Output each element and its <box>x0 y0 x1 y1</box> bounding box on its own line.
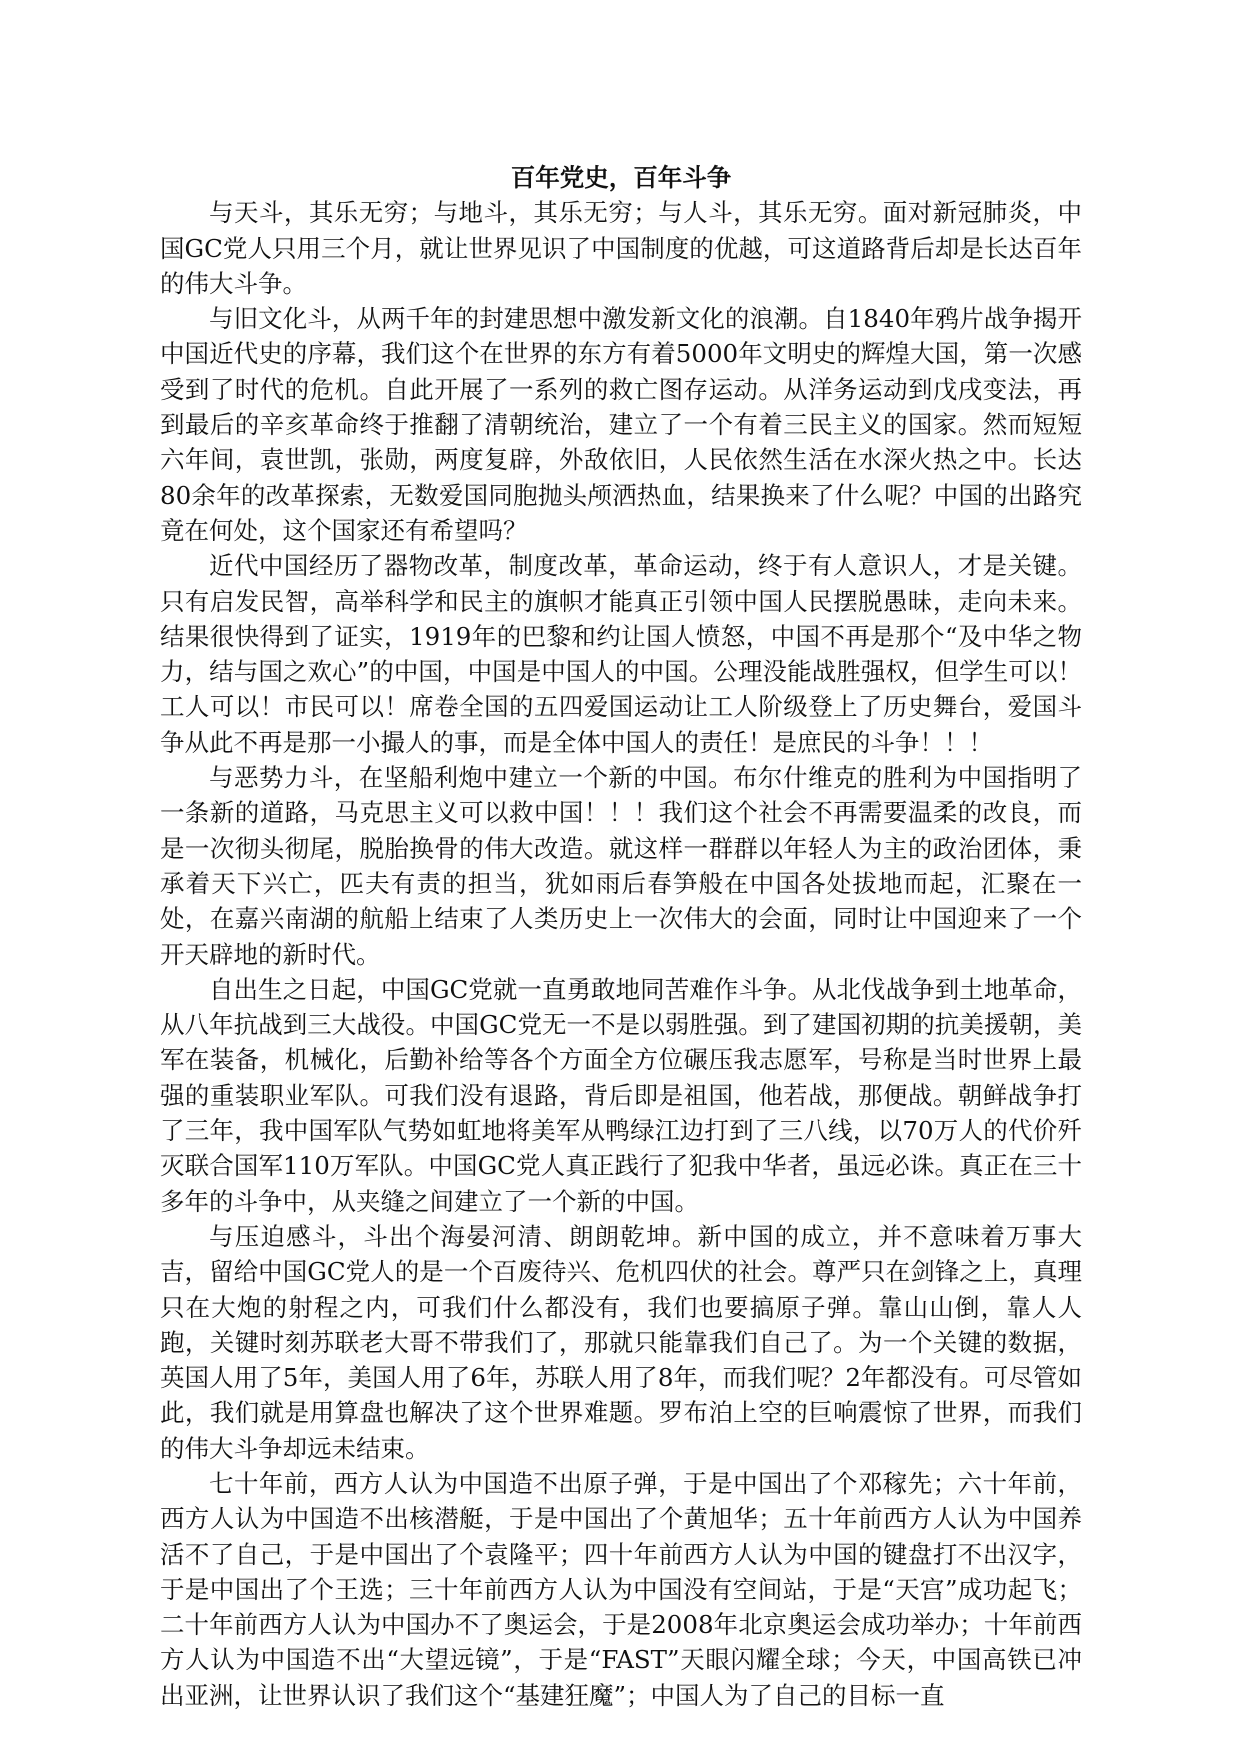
paragraph-3: 近代中国经历了器物改革，制度改革，革命运动，终于有人意识人，才是关键。只有启发民智，高举科学和民主的旗帜才能真正引领中国人民摆脱愚昧，走向未来。结果很快得到了证实，1919年的巴黎和约让国人愤怒，中国不再是那个“及中华之物力，结与国之欢心”的中国，中国是中国人的中国。公理没能战胜强权，但学生可以！工人可以！市民可以！席卷全国的五四爱国运动让工人阶级登上了历史舞台，爱国斗争从此不再是那一小撮人的事，而是全体中国人的责任！是庶民的斗争！！！ <box>160 551 1082 757</box>
paragraph-1: 与天斗，其乐无穷；与地斗，其乐无穷；与人斗，其乐无穷。面对新冠肺炎，中国GC党人只用三个月，就让世界见识了中国制度的优越，可这道路背后却是长达百年的伟大斗争。 <box>160 198 1082 298</box>
paragraph-7: 七十年前，西方人认为中国造不出原子弹，于是中国出了个邓稼先；六十年前，西方人认为中国造不出核潜艇，于是中国出了个黄旭华；五十年前西方人认为中国养活不了自己，于是中国出了个袁隆平；四十年前西方人认为中国的键盘打不出汉字，于是中国出了个王选；三十年前西方人认为中国没有空间站，于是“天宫”成功起飞；二十年前西方人认为中国办不了奥运会，于是2008年北京奥运会成功举办；十年前西方人认为中国造不出“大望远镜”，于是“FAST”天眼闪耀全球；今天，中国高铁已冲出亚洲，让世界认识了我们这个“基建狂魔”；中国人为了自己的目标一直 <box>160 1468 1082 1710</box>
paragraph-4: 与恶势力斗，在坚船利炮中建立一个新的中国。布尔什维克的胜利为中国指明了一条新的道路，马克思主义可以救中国！！！我们这个社会不再需要温柔的改良，而是一次彻头彻尾，脱胎换骨的伟大改造。就这样一群群以年轻人为主的政治团体，秉承着天下兴亡，匹夫有责的担当，犹如雨后春笋般在中国各处拔地而起，汇聚在一处，在嘉兴南湖的航船上结束了人类历史上一次伟大的会面，同时让中国迎来了一个开天辟地的新时代。 <box>160 763 1082 969</box>
paragraph-6: 与压迫感斗，斗出个海晏河清、朗朗乾坤。新中国的成立，并不意味着万事大吉，留给中国GC党人的是一个百废待兴、危机四伏的社会。尊严只在剑锋之上，真理只在大炮的射程之内，可我们什么都没有，我们也要搞原子弹。靠山山倒，靠人人跑，关键时刻苏联老大哥不带我们了，那就只能靠我们自己了。为一个关键的数据，英国人用了5年，美国人用了6年，苏联人用了8年，而我们呢？2年都没有。可尽管如此，我们就是用算盘也解决了这个世界难题。罗布泊上空的巨响震惊了世界，而我们的伟大斗争却远未结束。 <box>160 1221 1082 1463</box>
document-title: 百年党史，百年斗争 <box>510 163 732 192</box>
paragraph-2: 与旧文化斗，从两千年的封建思想中激发新文化的浪潮。自1840年鸦片战争揭开中国近代史的序幕，我们这个在世界的东方有着5000年文明史的辉煌大国，第一次感受到了时代的危机。自此开展了一系列的救亡图存运动。从洋务运动到戊戌变法，再到最后的辛亥革命终于推翻了清朝统治，建立了一个有着三民主义的国家。然而短短六年间，袁世凯，张勋，两度复辟，外敌依旧，人民依然生活在水深火热之中。长达80余年的改革探索，无数爱国同胞抛头颅洒热血，结果换来了什么呢？中国的出路究竟在何处，这个国家还有希望吗？ <box>160 304 1082 545</box>
paragraph-5: 自出生之日起，中国GC党就一直勇敢地同苦难作斗争。从北伐战争到土地革命，从八年抗战到三大战役。中国GC党无一不是以弱胜强。到了建国初期的抗美援朝，美军在装备，机械化，后勤补给等各个方面全方位碾压我志愿军，号称是当时世界上最强的重装职业军队。可我们没有退路，背后即是祖国，他若战，那便战。朝鲜战争打了三年，我中国军队气势如虹地将美军从鸭绿江边打到了三八线，以70万人的代价歼灭联合国军110万军队。中国GC党人真正践行了犯我中华者，虽远必诛。真正在三十多年的斗争中，从夹缝之间建立了一个新的中国。 <box>160 974 1082 1216</box>
document-body <box>160 160 1082 1713</box>
